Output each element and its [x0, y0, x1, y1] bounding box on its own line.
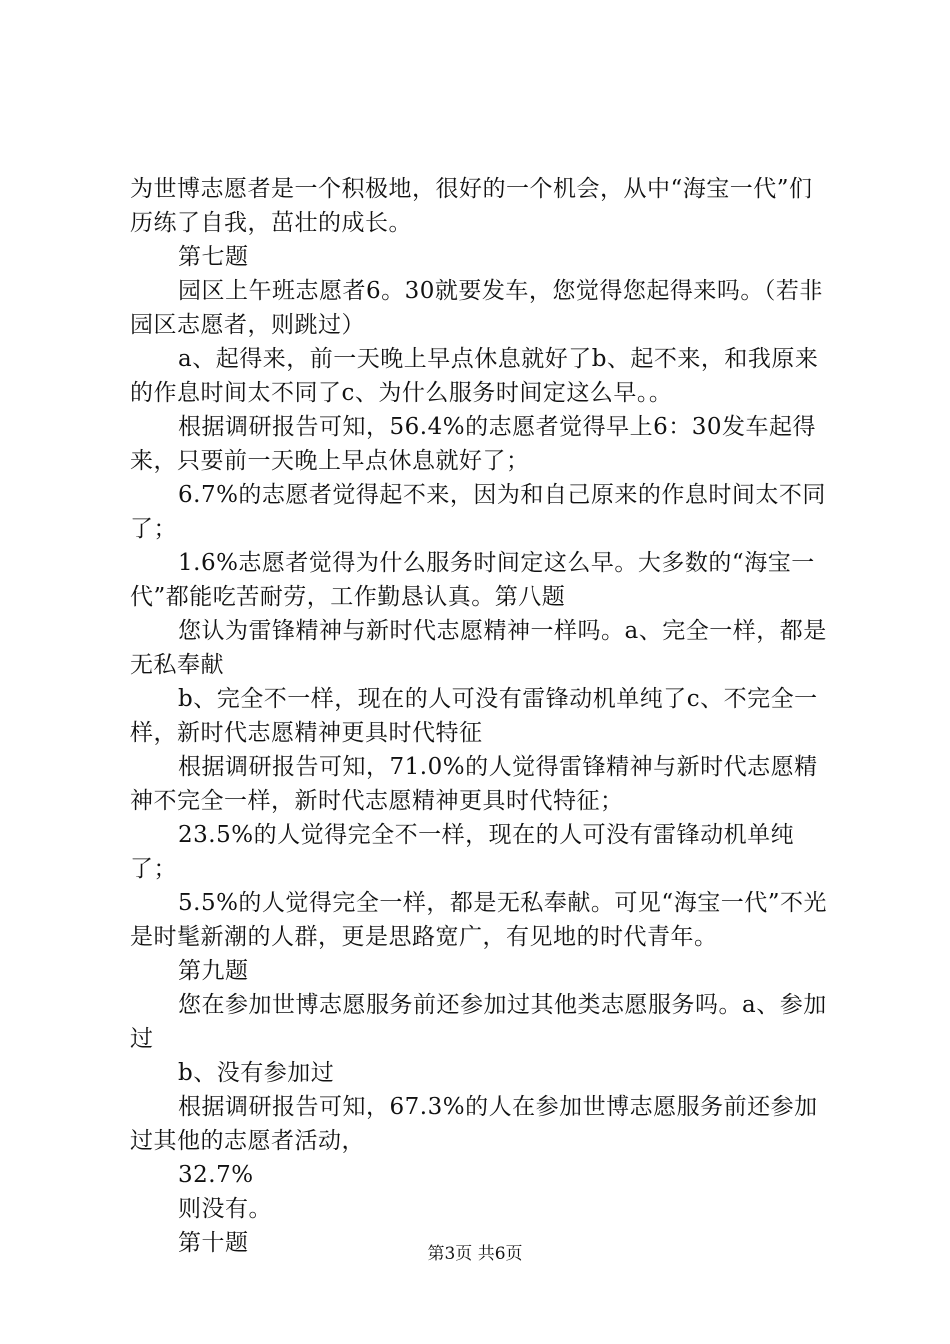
document-body [130, 172, 830, 1260]
paragraph: b、没有参加过 [178, 1060, 335, 1086]
question-heading: 第七题 [178, 244, 249, 270]
paragraph: b、完全不一样，现在的人可没有雷锋动机单纯了c、不完全一样，新时代志愿精神更具时代特征 [130, 686, 818, 746]
paragraph: 根据调研报告可知，56.4%的志愿者觉得早上6：30发车起得来，只要前一天晚上早点休息就好了； [130, 414, 816, 474]
paragraph: 5.5%的人觉得完全一样，都是无私奉献。可见“海宝一代”不光是时髦新潮的人群，更是思路宽广，有见地的时代青年。 [130, 890, 827, 950]
page-footer [0, 1242, 950, 1266]
page-number-label: 第3页 共6页 [427, 1244, 523, 1264]
paragraph: 您认为雷锋精神与新时代志愿精神一样吗。a、完全一样，都是无私奉献 [130, 618, 827, 678]
paragraph: 根据调研报告可知，67.3%的人在参加世博志愿服务前还参加过其他的志愿者活动， [130, 1094, 818, 1154]
paragraph: 为世博志愿者是一个积极地，很好的一个机会，从中“海宝一代”们历练了自我，茁壮的成长。 [130, 176, 813, 236]
paragraph: 32.7% [178, 1162, 254, 1188]
paragraph: 23.5%的人觉得完全不一样，现在的人可没有雷锋动机单纯了； [130, 822, 795, 882]
paragraph: 6.7%的志愿者觉得起不来，因为和自己原来的作息时间太不同了； [130, 482, 826, 542]
paragraph: 1.6%志愿者觉得为什么服务时间定这么早。大多数的“海宝一代”都能吃苦耐劳，工作勤恳认真。第八题 [130, 550, 815, 610]
paragraph: 您在参加世博志愿服务前还参加过其他类志愿服务吗。a、参加过 [130, 992, 827, 1052]
paragraph: 园区上午班志愿者6。30就要发车，您觉得您起得来吗。（若非园区志愿者，则跳过） [130, 278, 823, 338]
paragraph: 则没有。 [178, 1196, 272, 1222]
paragraph: a、起得来，前一天晚上早点休息就好了b、起不来，和我原来的作息时间太不同了c、为什么服务时间定这么早。。 [130, 346, 819, 406]
question-heading: 第九题 [178, 958, 249, 984]
question-heading: 第十题 [178, 1230, 249, 1256]
paragraph: 根据调研报告可知，71.0%的人觉得雷锋精神与新时代志愿精神不完全一样，新时代志愿精神更具时代特征； [130, 754, 818, 814]
